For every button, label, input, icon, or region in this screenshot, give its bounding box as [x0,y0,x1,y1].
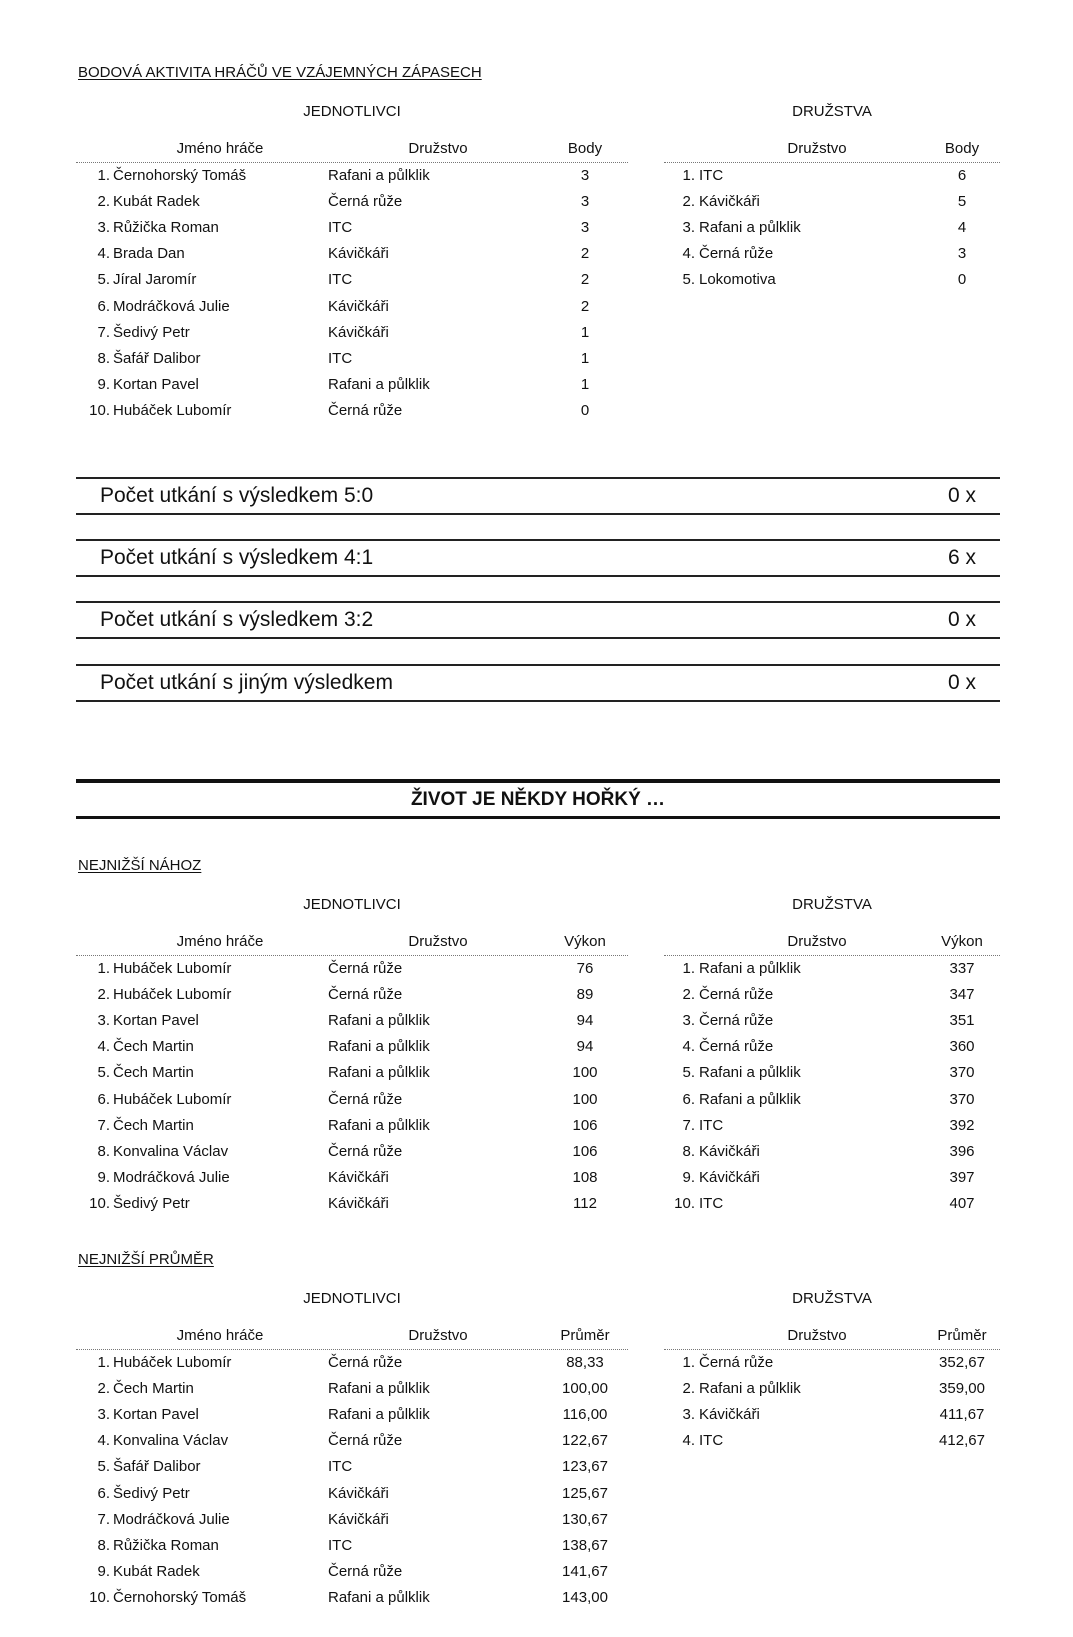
team-row [0,986,1073,1012]
rank: 6. [97,1484,110,1502]
value: 407 [949,1194,975,1212]
rank: 10. [89,1194,110,1212]
section-title-points: BODOVÁ AKTIVITA HRÁČŮ VE VZÁJEMNÝCH ZÁPASECH [78,64,482,81]
value: 106 [572,1142,598,1160]
player-name: Modráčková Julie [113,1168,230,1186]
header-team: Družstvo [787,1327,847,1344]
header-value: Výkon [564,933,606,950]
rank: 1. [97,960,110,977]
player-name: Hubáček Lubomír [113,986,232,1004]
count-value: 0 x [947,671,976,694]
rank: 4. [97,1432,110,1450]
rank: 1. [97,1354,110,1371]
team-row [0,167,1073,193]
team-name: Černá růže [699,245,774,263]
team-row [0,1380,1073,1406]
team-row [0,245,1073,271]
team-name: Kávičkáři [328,1510,389,1528]
player-name: Brada Dan [113,245,185,263]
player-name: Čech Martin [113,1064,194,1082]
rank: 8. [97,1536,110,1554]
team-row [0,1064,1073,1090]
value: 396 [949,1142,975,1160]
player-name: Čech Martin [113,1116,194,1134]
value: 112 [573,1194,597,1212]
rank: 8. [682,1142,695,1160]
team-name: Kávičkáři [328,323,389,341]
header-player-name: Jméno hráče [176,140,264,157]
value: 123,67 [562,1458,608,1476]
rank: 7. [682,1116,695,1134]
rank: 1. [682,167,695,184]
player-name: Konvalina Václav [113,1142,229,1160]
rank: 3. [682,219,695,237]
team-row [0,219,1073,245]
header-value: Průměr [937,1327,987,1344]
team-name: Kávičkáři [328,1484,389,1502]
player-name: Šedivý Petr [113,1194,190,1212]
value: 2 [580,245,590,263]
value: 143,00 [562,1588,608,1606]
section-title-lowest-average: NEJNIŽŠÍ PRŮMĚR [78,1251,214,1268]
rank: 6. [97,1090,110,1108]
team-name: ITC [699,167,724,184]
team-name: Rafani a půlklik [699,960,801,977]
player-name: Čech Martin [113,1380,194,1398]
team-name: ITC [328,1536,353,1554]
rank: 4. [97,1038,110,1056]
value: 125,67 [562,1484,608,1502]
value: 359,00 [939,1380,985,1398]
value: 5 [957,193,967,211]
rank: 1. [682,1354,695,1371]
header-team: Družstvo [787,140,847,157]
value: 3 [580,219,590,237]
individuals-title: JEDNOTLIVCI [303,103,401,120]
rank: 4. [682,245,695,263]
value: 6 [957,167,967,184]
rank: 2. [97,986,110,1004]
value: 411,67 [939,1406,985,1424]
player-name: Kubát Radek [113,193,200,211]
header-team: Družstvo [408,140,468,157]
rank: 3. [97,219,110,237]
team-row [0,1354,1073,1380]
header-value: Body [567,140,603,157]
team-row [0,1406,1073,1432]
team-name: Černá růže [699,986,774,1004]
team-row [0,1143,1073,1169]
value: 360 [949,1038,975,1056]
count-value: 0 x [947,608,976,631]
value: 347 [949,986,975,1004]
team-name: Rafani a půlklik [699,1380,801,1398]
player-name: Jíral Jaromír [113,271,197,289]
rank: 2. [97,1380,110,1398]
rank: 10. [89,401,110,419]
player-name: Černohorský Tomáš [113,1588,247,1606]
rank: 2. [682,1380,695,1398]
value: 122,67 [562,1432,608,1450]
value: 1 [580,323,590,341]
rank: 2. [682,193,695,211]
teams-title: DRUŽSTVA [792,103,872,120]
value: 352,67 [939,1354,985,1371]
rank: 8. [97,349,110,367]
rank: 9. [682,1168,695,1186]
header-team: Družstvo [408,1327,468,1344]
individual-row [0,376,1073,402]
team-name: Černá růže [699,1354,774,1371]
team-name: Rafani a půlklik [328,1406,430,1424]
value: 370 [949,1090,975,1108]
value: 3 [580,167,590,184]
team-name: Rafani a půlklik [328,1012,430,1030]
value: 94 [576,1012,594,1030]
team-name: Černá růže [328,1432,403,1450]
player-name: Kortan Pavel [113,375,199,393]
player-name: Růžička Roman [113,1536,219,1554]
value: 397 [949,1168,975,1186]
team-name: Kávičkáři [699,1168,760,1186]
value: 3 [957,245,967,263]
rank: 4. [682,1038,695,1056]
count-label: Počet utkání s výsledkem 3:2 [100,608,374,631]
header-player-name: Jméno hráče [176,933,264,950]
individual-row [0,1511,1073,1537]
rank: 5. [97,1458,110,1476]
team-name: Černá růže [699,1012,774,1030]
team-name: Rafani a půlklik [328,1380,430,1398]
rank: 5. [682,271,695,289]
team-row [0,271,1073,297]
rank: 3. [97,1012,110,1030]
value: 392 [949,1116,975,1134]
team-name: Černá růže [328,960,403,977]
value: 76 [576,960,594,977]
rank: 9. [97,1168,110,1186]
value: 88,33 [566,1354,604,1371]
value: 1 [580,349,590,367]
team-name: Černá růže [328,1142,403,1160]
team-row [0,1012,1073,1038]
value: 3 [580,193,590,211]
individuals-title: JEDNOTLIVCI [303,1290,401,1307]
header-value: Výkon [941,933,983,950]
rank: 5. [97,271,110,289]
value: 351 [949,1012,975,1030]
team-name: Černá růže [328,1562,403,1580]
header-divider [664,162,1000,163]
team-name: ITC [328,219,353,237]
value: 138,67 [562,1536,608,1554]
value: 0 [580,401,590,419]
count-label: Počet utkání s výsledkem 5:0 [100,484,374,507]
value: 141,67 [562,1562,608,1580]
team-name: Lokomotiva [699,271,776,289]
count-row-4-1 [76,539,1000,577]
value: 100,00 [562,1380,608,1398]
individual-row [0,1537,1073,1563]
section-title-lowest-throw: NEJNIŽŠÍ NÁHOZ [78,857,202,874]
section-banner [76,779,1000,819]
value: 100 [572,1090,598,1108]
rank: 6. [682,1090,695,1108]
player-name: Šafář Dalibor [113,1458,201,1476]
player-name: Kortan Pavel [113,1406,199,1424]
team-name: Kávičkáři [699,1142,760,1160]
individual-row [0,298,1073,324]
team-name: Kávičkáři [699,193,760,211]
count-value: 0 x [947,484,976,507]
rank: 4. [97,245,110,263]
team-name: Rafani a půlklik [328,1116,430,1134]
count-row-3-2 [76,601,1000,639]
player-name: Konvalina Václav [113,1432,229,1450]
count-row-5-0 [76,477,1000,515]
team-name: Rafani a půlklik [328,167,430,184]
header-divider [664,955,1000,956]
team-name: ITC [699,1116,724,1134]
team-name: Rafani a půlklik [328,1038,430,1056]
team-row [0,1169,1073,1195]
team-name: Kávičkáři [328,1194,389,1212]
rank: 10. [89,1588,110,1606]
player-name: Hubáček Lubomír [113,1090,232,1108]
header-value: Průměr [560,1327,610,1344]
rank: 3. [682,1012,695,1030]
individuals-title: JEDNOTLIVCI [303,896,401,913]
header-divider [76,955,628,956]
player-name: Kortan Pavel [113,1012,199,1030]
rank: 4. [682,1432,695,1450]
individual-row [0,1458,1073,1484]
rank: 5. [97,1064,110,1082]
rank: 7. [97,1116,110,1134]
value: 108 [572,1168,598,1186]
value: 337 [949,960,975,977]
rank: 6. [97,297,110,315]
team-row [0,1432,1073,1458]
team-name: ITC [699,1194,724,1212]
rank: 7. [97,323,110,341]
team-row [0,1117,1073,1143]
value: 1 [580,375,590,393]
rank: 2. [97,193,110,211]
rank: 9. [97,375,110,393]
player-name: Čech Martin [113,1038,194,1056]
player-name: Šedivý Petr [113,323,190,341]
value: 100 [572,1064,598,1082]
player-name: Hubáček Lubomír [113,960,232,977]
rank: 2. [682,986,695,1004]
value: 412,67 [939,1432,985,1450]
team-name: Kávičkáři [328,1168,389,1186]
rank: 10. [674,1194,695,1212]
rank: 8. [97,1142,110,1160]
team-name: Rafani a půlklik [699,1090,801,1108]
team-name: ITC [328,349,353,367]
team-name: ITC [328,271,353,289]
individual-row [0,350,1073,376]
value: 89 [576,986,594,1004]
team-name: Kávičkáři [699,1406,760,1424]
team-name: Rafani a půlklik [328,1064,430,1082]
team-name: ITC [328,1458,353,1476]
team-name: Černá růže [699,1038,774,1056]
rank: 5. [682,1064,695,1082]
header-team: Družstvo [787,933,847,950]
team-name: Rafani a půlklik [328,375,430,393]
team-name: Rafani a půlklik [328,1588,430,1606]
team-row [0,960,1073,986]
count-label: Počet utkání s výsledkem 4:1 [100,546,374,569]
team-name: Černá růže [328,986,403,1004]
value: 370 [949,1064,975,1082]
rank: 3. [97,1406,110,1424]
value: 94 [576,1038,594,1056]
player-name: Šedivý Petr [113,1484,190,1502]
teams-title: DRUŽSTVA [792,1290,872,1307]
value: 2 [580,271,590,289]
team-row [0,1195,1073,1221]
header-divider [76,162,628,163]
player-name: Modráčková Julie [113,1510,230,1528]
header-divider [664,1349,1000,1350]
count-value: 6 x [947,546,976,569]
header-divider [76,1349,628,1350]
teams-title: DRUŽSTVA [792,896,872,913]
team-row [0,1038,1073,1064]
player-name: Růžička Roman [113,219,219,237]
player-name: Hubáček Lubomír [113,1354,232,1371]
player-name: Černohorský Tomáš [113,167,247,184]
team-name: Černá růže [328,1354,403,1371]
individual-row [0,402,1073,428]
team-name: Černá růže [328,193,403,211]
value: 106 [572,1116,598,1134]
individual-row [0,1563,1073,1589]
value: 0 [957,271,967,289]
player-name: Modráčková Julie [113,297,230,315]
team-name: Kávičkáři [328,297,389,315]
header-player-name: Jméno hráče [176,1327,264,1344]
rank: 9. [97,1562,110,1580]
team-name: ITC [699,1432,724,1450]
banner-title: ŽIVOT JE NĚKDY HOŘKÝ … [410,789,666,810]
team-name: Kávičkáři [328,245,389,263]
player-name: Šafář Dalibor [113,349,201,367]
header-value: Body [944,140,980,157]
rank: 3. [682,1406,695,1424]
value: 4 [957,219,967,237]
value: 2 [580,297,590,315]
count-row-other [76,664,1000,702]
team-row [0,1091,1073,1117]
team-row [0,193,1073,219]
rank: 7. [97,1510,110,1528]
team-name: Rafani a půlklik [699,219,801,237]
value: 116,00 [562,1406,608,1424]
individual-row [0,1485,1073,1511]
header-team: Družstvo [408,933,468,950]
value: 130,67 [562,1510,608,1528]
count-label: Počet utkání s jiným výsledkem [100,671,393,694]
rank: 1. [682,960,695,977]
rank: 1. [97,167,110,184]
player-name: Hubáček Lubomír [113,401,232,419]
team-name: Černá růže [328,401,403,419]
individual-row [0,324,1073,350]
team-name: Černá růže [328,1090,403,1108]
individual-row [0,1589,1073,1615]
team-name: Rafani a půlklik [699,1064,801,1082]
player-name: Kubát Radek [113,1562,200,1580]
